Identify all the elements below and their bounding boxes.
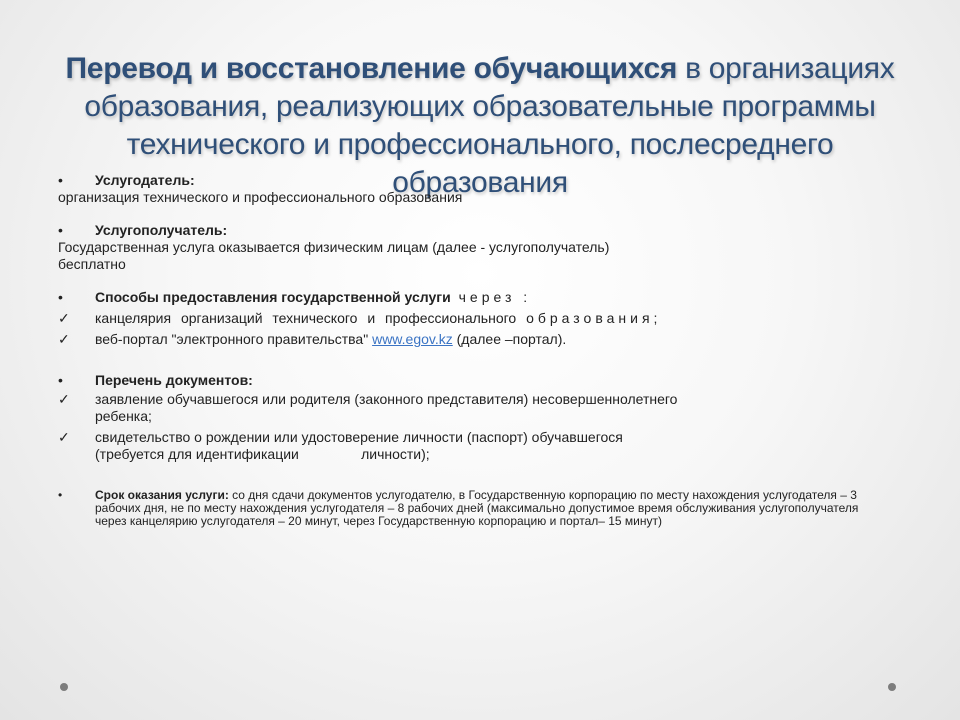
documents-item1-line2: ребенка; [95,408,152,424]
methods-item-portal [58,331,898,348]
documents-item2-line2: (требуется для идентификации личности); [95,446,430,462]
methods-item-chancery [58,310,898,327]
documents-item2-line1: свидетельство о рождении или удостоверение личности (паспорт) обучавшегося [95,429,623,445]
methods-item2-rest: (далее –портал). [452,331,567,347]
documents-label: Перечень документов: [95,372,253,388]
methods-item1-spaced: образования; [526,310,662,326]
recipient-heading [58,222,898,239]
bullet-icon: • [58,222,63,238]
corner-dot-left [60,683,68,691]
checkmark-icon: ✓ [58,310,70,326]
bullet-icon: • [58,488,63,502]
recipient-label: Услугополучатель: [95,222,228,238]
bullet-icon: • [58,372,63,388]
bullet-icon: • [58,289,63,305]
methods-suffix: через : [450,289,532,305]
documents-heading [58,372,898,389]
provider-label: Услугодатель: [95,172,195,188]
documents-item-application [58,391,898,425]
recipient-text-line1: Государственная услуга оказывается физическим лицам (далее - услугополучатель) [58,239,610,255]
provider-heading [58,172,898,189]
title-bold: Перевод и восстановление обучающихся [65,52,678,85]
slide-content [58,172,898,528]
term-text: со дня сдачи документов услугодателю, в Государственную корпорацию по месту нахождения услугодателя – 3 рабочих дня, не по месту нахождения услугодателя – 8 рабочих дней (максимально допустимое время обслуживания услугополучателя через канцелярию услугодателя – 20 минут, через Государственную корпорацию и портал– 15 минут) [95,488,859,528]
recipient-text-line2: бесплатно [58,256,126,272]
methods-label: Способы предоставления государственной услуги [95,289,451,305]
title-rest: в организациях образования, реализующих образовательные программы технического и профессионального, послесреднего образования [84,52,895,199]
provider-text: организация технического и профессионального образования [58,189,463,205]
documents-item-certificate [58,429,898,463]
methods-heading [58,289,898,306]
methods-item1-text: канцелярия организаций технического и профессионального [95,310,527,326]
methods-item2-text: веб-портал "электронного правительства" [95,331,373,347]
checkmark-icon: ✓ [58,331,70,347]
corner-dot-right [888,683,896,691]
documents-item1-line1: заявление обучавшегося или родителя (законного представителя) несовершеннолетнего [95,391,678,407]
term-paragraph [58,489,898,528]
bullet-icon: • [58,172,63,188]
term-label: Срок оказания услуги: [95,488,229,502]
checkmark-icon: ✓ [58,429,70,445]
egov-link[interactable]: www.egov.kz [372,331,453,347]
checkmark-icon: ✓ [58,391,70,407]
